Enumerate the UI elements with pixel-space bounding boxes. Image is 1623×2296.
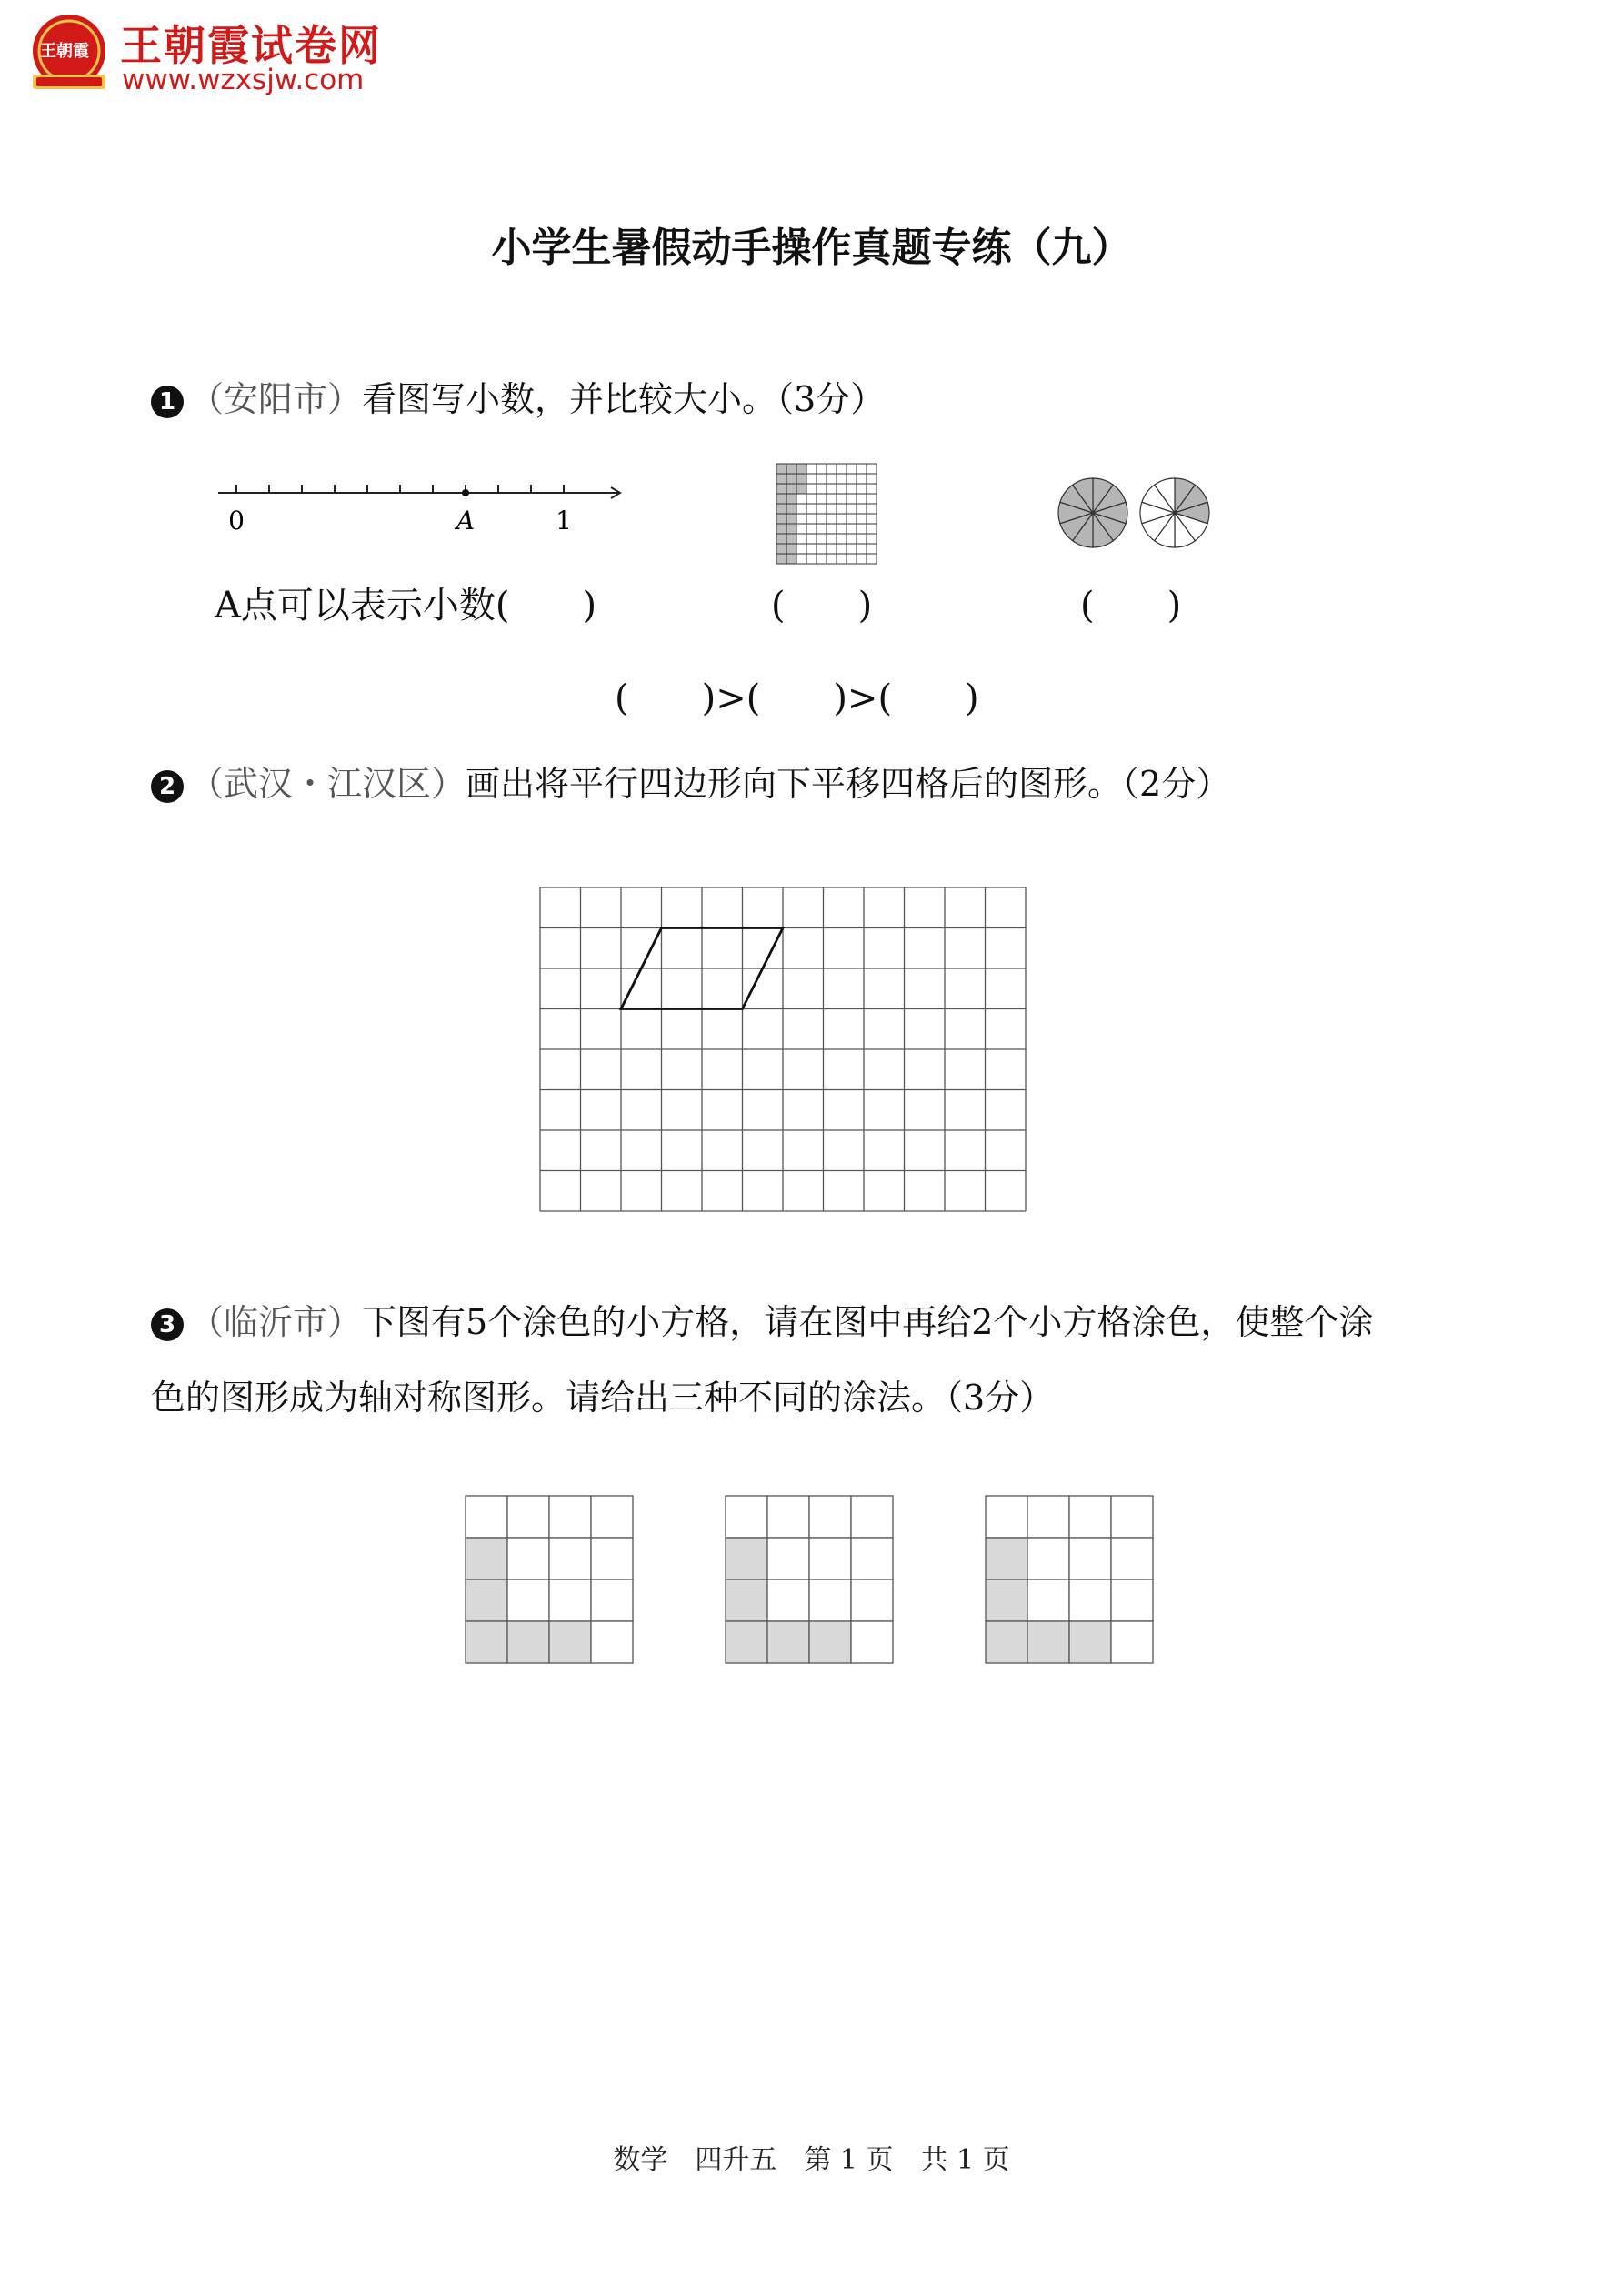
empty-cell <box>591 1496 633 1538</box>
hundred-grid-shaded-cell <box>776 534 786 544</box>
empty-cell <box>986 1496 1027 1538</box>
shaded-cell <box>726 1538 767 1579</box>
hundred-grid-cell <box>796 514 806 524</box>
hundred-grid-cell <box>837 504 847 514</box>
hundred-grid-cell <box>847 484 857 494</box>
hundred-grid-cell <box>847 544 857 554</box>
translation-grid[interactable] <box>538 886 1029 1215</box>
empty-cell <box>851 1496 893 1538</box>
hundred-grid-cell <box>857 544 867 554</box>
hundred-grid-cell <box>796 524 806 534</box>
question-3-heading <box>151 1302 1374 1342</box>
empty-cell <box>851 1538 893 1579</box>
hundred-grid-cell <box>806 484 817 494</box>
hundred-grid-shaded-cell <box>776 474 786 484</box>
question-number: 2 <box>151 770 184 803</box>
hundred-grid-shaded-cell <box>786 544 796 554</box>
question-text: 画出将平行四边形向下平移四格后的图形。（2分） <box>466 764 1231 804</box>
hundred-grid-cell <box>806 504 817 514</box>
empty-cell <box>549 1579 591 1621</box>
hundred-grid-cell <box>857 464 867 474</box>
number-line <box>209 473 627 536</box>
hundred-grid-cell <box>817 514 827 524</box>
shaded-cell <box>986 1579 1027 1621</box>
hundred-grid-shaded-cell <box>776 514 786 524</box>
answer-circle-blank[interactable]: ( ) <box>1080 585 1182 627</box>
empty-cell <box>809 1579 851 1621</box>
hundred-grid-cell <box>857 494 867 504</box>
hundred-grid-shaded-cell <box>796 474 806 484</box>
empty-cell <box>507 1496 549 1538</box>
shaded-cell <box>767 1621 809 1663</box>
empty-cell <box>1027 1538 1069 1579</box>
shaded-cell <box>466 1538 507 1579</box>
hundred-grid-cell <box>806 514 817 524</box>
question-1-heading <box>151 379 886 419</box>
hundred-grid-cell <box>817 484 827 494</box>
hundred-grid-shaded-cell <box>786 504 796 514</box>
brand-url[interactable]: www.wzxsjw.com <box>122 64 365 96</box>
shaded-cell <box>726 1579 767 1621</box>
hundred-grid-cell <box>837 474 847 484</box>
hundred-grid-cell <box>867 474 877 484</box>
hundred-grid-cell <box>837 484 847 494</box>
hundred-grid <box>775 462 878 566</box>
logo-text: 王朝霞 <box>40 42 89 61</box>
empty-cell <box>767 1538 809 1579</box>
hundred-grid-cell <box>837 524 847 534</box>
hundred-grid-cell <box>857 554 867 564</box>
hundred-grid-cell <box>796 554 806 564</box>
shaded-cell <box>466 1579 507 1621</box>
empty-cell <box>767 1496 809 1538</box>
shaded-cell <box>726 1621 767 1663</box>
hundred-grid-cell <box>867 484 877 494</box>
empty-cell <box>809 1496 851 1538</box>
hundred-grid-cell <box>857 524 867 534</box>
hundred-grid-cell <box>817 524 827 534</box>
hundred-grid-cell <box>837 544 847 554</box>
brand-name: 王朝霞试卷网 <box>120 21 382 70</box>
hundred-grid-shaded-cell <box>786 464 796 474</box>
hundred-grid-shaded-cell <box>776 544 786 554</box>
hundred-grid-cell <box>806 554 817 564</box>
hundred-grid-shaded-cell <box>776 554 786 564</box>
shaded-cell <box>466 1621 507 1663</box>
empty-cell <box>591 1579 633 1621</box>
hundred-grid-cell <box>867 524 877 534</box>
empty-cell <box>851 1621 893 1663</box>
hundred-grid-cell <box>867 554 877 564</box>
hundred-grid-shaded-cell <box>786 484 796 494</box>
page-footer: 数学 四升五 第 1 页 共 1 页 <box>613 2144 1010 2176</box>
hundred-grid-cell <box>867 464 877 474</box>
hundred-grid-cell <box>847 514 857 524</box>
hundred-grid-cell <box>806 474 817 484</box>
hundred-grid-cell <box>837 494 847 504</box>
hundred-grid-cell <box>827 524 837 534</box>
shaded-cell <box>986 1621 1027 1663</box>
hundred-grid-cell <box>827 474 837 484</box>
empty-cell <box>507 1579 549 1621</box>
hundred-grid-cell <box>837 554 847 564</box>
symmetry-grid-1[interactable] <box>464 1494 635 1665</box>
hundred-grid-cell <box>837 464 847 474</box>
hundred-grid-cell <box>867 544 877 554</box>
empty-cell <box>591 1538 633 1579</box>
hundred-grid-cell <box>817 474 827 484</box>
hundred-grid-cell <box>827 494 837 504</box>
hundred-grid-shaded-cell <box>786 494 796 504</box>
hundred-grid-cell <box>847 504 857 514</box>
hundred-grid-cell <box>867 504 877 514</box>
number-line-point-a <box>462 489 469 496</box>
empty-cell <box>1069 1579 1111 1621</box>
hundred-grid-cell <box>827 544 837 554</box>
empty-cell <box>1111 1579 1153 1621</box>
number-line-start-label: 0 <box>228 506 245 536</box>
hundred-grid-cell <box>796 504 806 514</box>
shaded-cell <box>1027 1621 1069 1663</box>
question-number: 3 <box>151 1308 184 1341</box>
hundred-grid-shaded-cell <box>786 554 796 564</box>
answer-a-blank[interactable]: A点可以表示小数( ) <box>215 585 597 627</box>
hundred-grid-cell <box>827 464 837 474</box>
hundred-grid-cell <box>837 534 847 544</box>
page-title: 小学生暑假动手操作真题专练（九） <box>491 225 1132 271</box>
hundred-grid-cell <box>827 554 837 564</box>
hundred-grid-cell <box>847 524 857 534</box>
hundred-grid-shaded-cell <box>786 474 796 484</box>
shaded-cell <box>809 1621 851 1663</box>
hundred-grid-cell <box>806 464 817 474</box>
empty-cell <box>1027 1496 1069 1538</box>
hundred-grid-shaded-cell <box>776 524 786 534</box>
hundred-grid-shaded-cell <box>796 484 806 494</box>
number-line-ticks <box>236 485 564 493</box>
hundred-grid-cell <box>857 504 867 514</box>
symmetry-grid-3[interactable] <box>984 1494 1155 1665</box>
hundred-grid-cell <box>796 534 806 544</box>
question-number: 1 <box>151 386 184 418</box>
hundred-grid-cell <box>867 534 877 544</box>
empty-cell <box>1069 1538 1111 1579</box>
empty-cell <box>1111 1496 1153 1538</box>
question-2-heading <box>151 764 1231 804</box>
empty-cell <box>809 1538 851 1579</box>
hundred-grid-cell <box>847 554 857 564</box>
hundred-grid-shaded-cell <box>776 484 786 494</box>
shaded-cell <box>507 1621 549 1663</box>
empty-cell <box>1111 1621 1153 1663</box>
number-line-end-label: 1 <box>556 506 572 536</box>
hundred-grid-cell <box>857 484 867 494</box>
hundred-grid-shaded-cell <box>776 464 786 474</box>
hundred-grid-cell <box>847 534 857 544</box>
number-line-point-label: A <box>456 506 476 536</box>
question-region: （临沂市） <box>189 1302 363 1342</box>
hundred-grid-cell <box>806 494 817 504</box>
hundred-grid-cell <box>857 514 867 524</box>
hundred-grid-cell <box>817 554 827 564</box>
hundred-grid-cell <box>806 544 817 554</box>
hundred-grid-cell <box>817 534 827 544</box>
hundred-grid-cell <box>817 544 827 554</box>
answer-grid-blank[interactable]: ( ) <box>771 585 873 627</box>
hundred-grid-cell <box>817 504 827 514</box>
question-text: 看图写小数，并比较大小。（3分） <box>362 379 886 419</box>
hundred-grid-cell <box>837 514 847 524</box>
question-region: （武汉・江汉区） <box>189 764 466 804</box>
hundred-grid-cell <box>827 504 837 514</box>
question-text-line-1: 下图有5个涂色的小方格，请在图中再给2个小方格涂色，使整个涂 <box>362 1302 1374 1342</box>
hundred-grid-cell <box>817 464 827 474</box>
hundred-grid-cell <box>867 514 877 524</box>
hundred-grid-cell <box>827 514 837 524</box>
empty-cell <box>549 1538 591 1579</box>
empty-cell <box>767 1579 809 1621</box>
shaded-cell <box>986 1538 1027 1579</box>
hundred-grid-shaded-cell <box>786 514 796 524</box>
hundred-grid-cell <box>806 524 817 534</box>
hundred-grid-shaded-cell <box>786 534 796 544</box>
empty-cell <box>466 1496 507 1538</box>
hundred-grid-cell <box>827 534 837 544</box>
symmetry-grid-2[interactable] <box>724 1494 895 1665</box>
hundred-grid-shaded-cell <box>786 524 796 534</box>
hundred-grid-shaded-cell <box>776 494 786 504</box>
hundred-grid-cell <box>806 534 817 544</box>
question-region: （安阳市） <box>189 379 363 419</box>
hundred-grid-cell <box>827 484 837 494</box>
fraction-circles <box>1053 473 1217 555</box>
hundred-grid-cell <box>817 494 827 504</box>
hundred-grid-cell <box>847 474 857 484</box>
hundred-grid-cell <box>847 494 857 504</box>
empty-cell <box>726 1496 767 1538</box>
question-3-line-2: 色的图形成为轴对称图形。请给出三种不同的涂法。（3分） <box>151 1378 1055 1418</box>
empty-cell <box>591 1621 633 1663</box>
hundred-grid-shaded-cell <box>796 464 806 474</box>
compare-blanks[interactable]: ( )>( )>( ) <box>615 677 979 719</box>
hundred-grid-cell <box>857 534 867 544</box>
hundred-grid-cell <box>796 494 806 504</box>
hundred-grid-cell <box>867 494 877 504</box>
empty-cell <box>1111 1538 1153 1579</box>
hundred-grid-cell <box>796 544 806 554</box>
empty-cell <box>549 1496 591 1538</box>
shaded-cell <box>549 1621 591 1663</box>
shaded-cell <box>1069 1621 1111 1663</box>
hundred-grid-cell <box>857 474 867 484</box>
empty-cell <box>1069 1496 1111 1538</box>
empty-cell <box>1027 1579 1069 1621</box>
empty-cell <box>851 1579 893 1621</box>
hundred-grid-cell <box>847 464 857 474</box>
empty-cell <box>507 1538 549 1579</box>
hundred-grid-shaded-cell <box>776 504 786 514</box>
